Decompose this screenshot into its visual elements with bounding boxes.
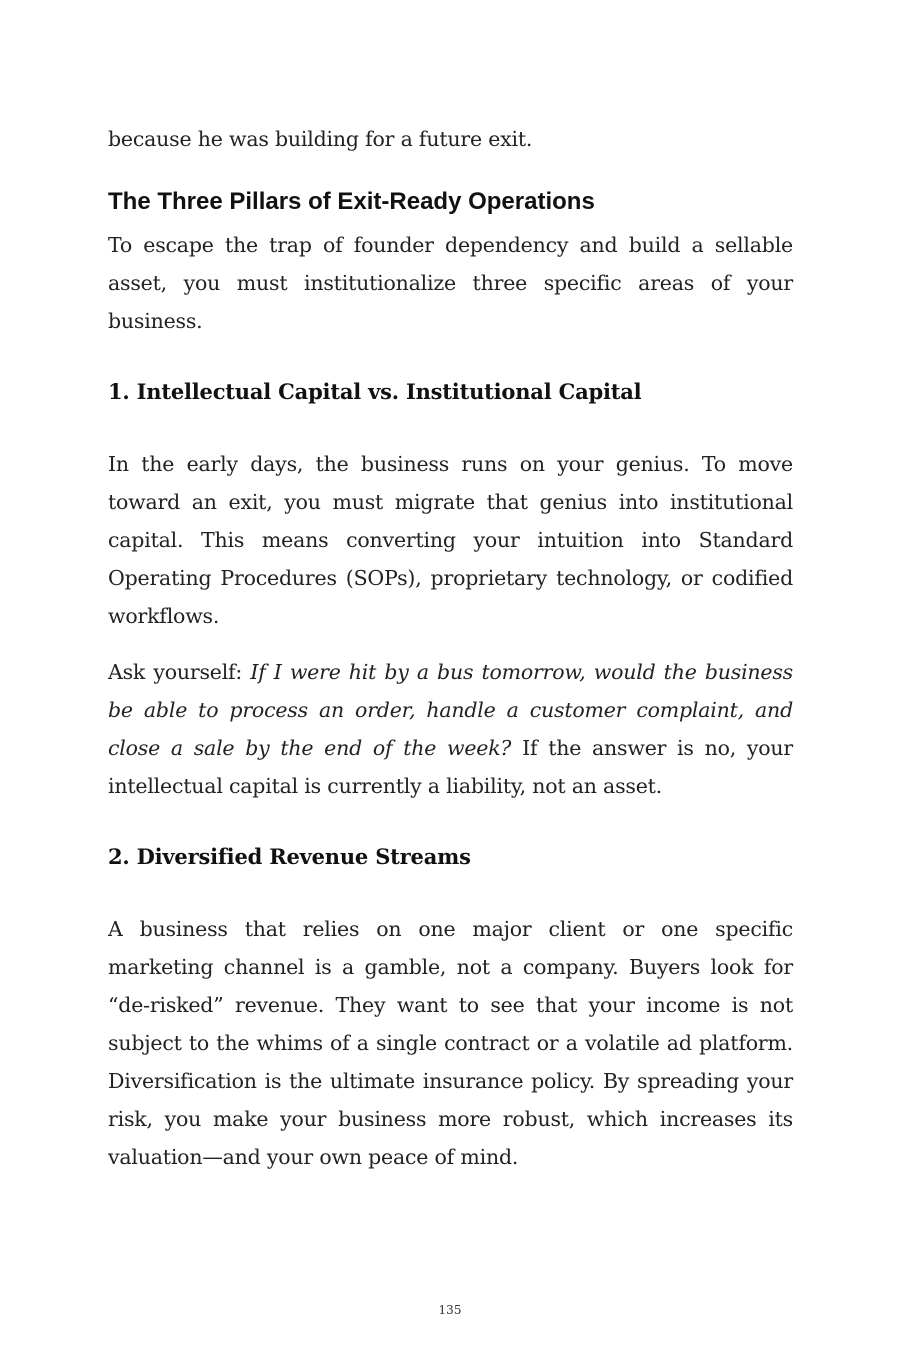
page-number: 135 [438,1303,462,1317]
pillar1-para2-question: If I were hit by a bus tomorrow, would the business be able to process an order, handle a customer complaint, and close a sale by the end of the week? [108,660,793,760]
page-content [108,120,793,1176]
lead-in-paragraph: because he was building for a future exit. [108,127,533,151]
section-heading: The Three Pillars of Exit-Ready Operations [108,188,595,215]
pillar1-heading: 1. Intellectual Capital vs. Institutional Capital [108,379,642,404]
pillar1-para2-tail: If the answer is no, your intellectual capital is currently a liability, not an asset. [108,736,793,798]
pillar1-paragraph-2 [108,653,793,805]
pillar1-paragraph-1: In the early days, the business runs on your genius. To move toward an exit, you must migrate that genius into institutional capital. This means converting your intuition into Standard Operating Procedures (SOPs), proprietary technology, or codified workflows. [108,452,793,628]
pillar2-heading: 2. Diversified Revenue Streams [108,844,471,869]
pillar2-paragraph-1: A business that relies on one major client or one specific marketing channel is a gamble, not a company. Buyers look for “de-risked” revenue. They want to see that your income is not subject to the whims of a single contract or a volatile ad platform. Diversification is the ultimate insurance policy. By spreading your risk, you make your business more robust, which increases its valuation—and your own peace of mind. [108,917,793,1169]
intro-paragraph: To escape the trap of founder dependency and build a sellable asset, you must institutionalize three specific areas of your business. [108,233,793,333]
pillar1-para2-lead: Ask yourself: [108,660,251,684]
